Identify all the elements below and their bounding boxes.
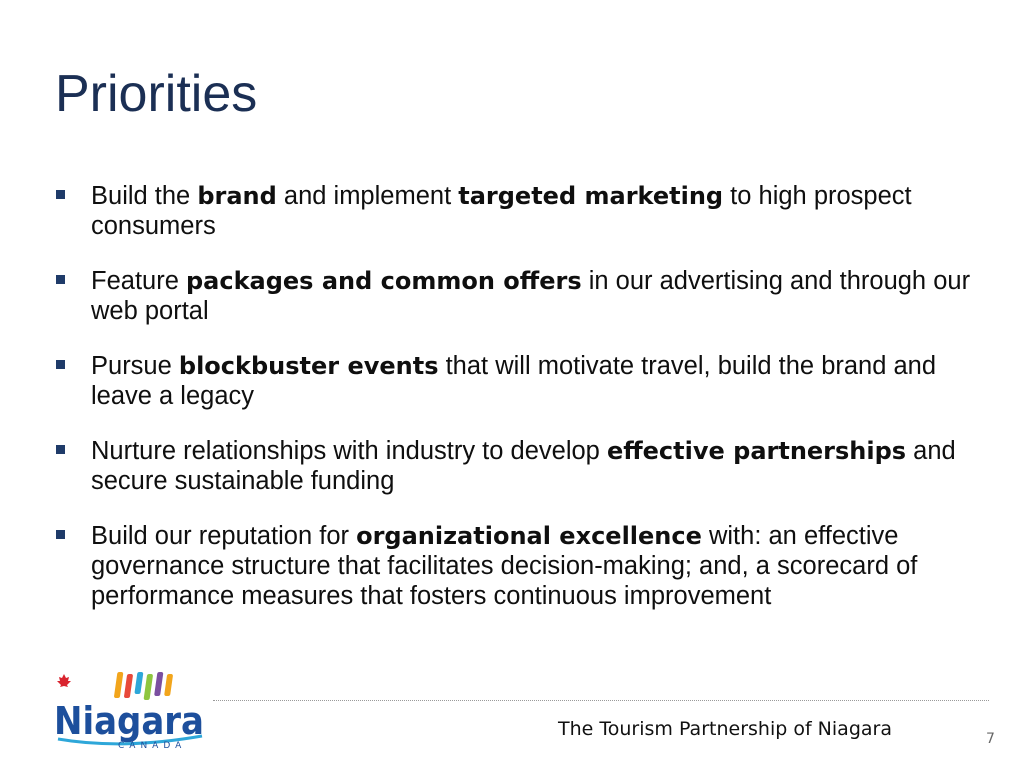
bullet-text: Nurture relationships with industry to develop <box>91 437 607 465</box>
bullet-item <box>56 181 976 241</box>
bullet-item <box>56 521 976 611</box>
bullet-marker-icon <box>56 530 65 539</box>
bullet-text: Feature <box>91 267 186 295</box>
bullet-emphasis: packages and common offers <box>185 267 582 295</box>
bullet-emphasis: brand <box>197 182 277 210</box>
logo-stripe <box>164 674 173 696</box>
bullet-text: Build the <box>91 182 198 210</box>
logo-stripe <box>134 672 143 694</box>
bullet-text: and implement <box>276 182 459 210</box>
bullet-item <box>56 266 976 326</box>
logo-stripe <box>114 672 124 698</box>
bullet-emphasis: blockbuster events <box>178 352 439 380</box>
logo-stripe <box>154 672 163 696</box>
footer-divider <box>213 700 989 701</box>
bullet-emphasis: targeted marketing <box>458 182 724 210</box>
bullet-text: Build our reputation for <box>91 522 357 550</box>
logo-stripes <box>114 672 173 700</box>
bullet-marker-icon <box>56 445 65 454</box>
bullet-item <box>56 351 976 411</box>
bullet-marker-icon <box>56 275 65 284</box>
maple-leaf-icon <box>57 674 71 687</box>
logo-country: CANADA <box>118 741 187 751</box>
bullet-emphasis: organizational excellence <box>356 522 702 550</box>
bullet-text: and secure sustainable funding <box>91 437 956 495</box>
bullet-marker-icon <box>56 360 65 369</box>
bullet-text: with: an effective governance structure that facilitates decision-making; and, a scorecard of performance measures that fosters continuous improvement <box>91 522 918 610</box>
bullet-list <box>56 181 976 636</box>
bullet-emphasis: effective partnerships <box>606 437 907 465</box>
bullet-text: that will motivate travel, build the brand and leave a legacy <box>91 352 937 410</box>
bullet-marker-icon <box>56 190 65 199</box>
logo-stripe <box>124 674 133 698</box>
slide-title: Priorities <box>55 65 258 123</box>
niagara-canada-logo <box>52 668 212 758</box>
bullet-item <box>56 436 976 496</box>
bullet-text: Pursue <box>91 352 179 380</box>
bullet-text: in our advertising and through our web portal <box>91 267 971 325</box>
logo-stripe <box>144 674 154 700</box>
footer-text: The Tourism Partnership of Niagara <box>558 718 892 740</box>
page-number: 7 <box>986 731 995 747</box>
bullet-text: to high prospect consumers <box>91 182 912 240</box>
logo-wordmark: Niagara <box>54 699 204 743</box>
